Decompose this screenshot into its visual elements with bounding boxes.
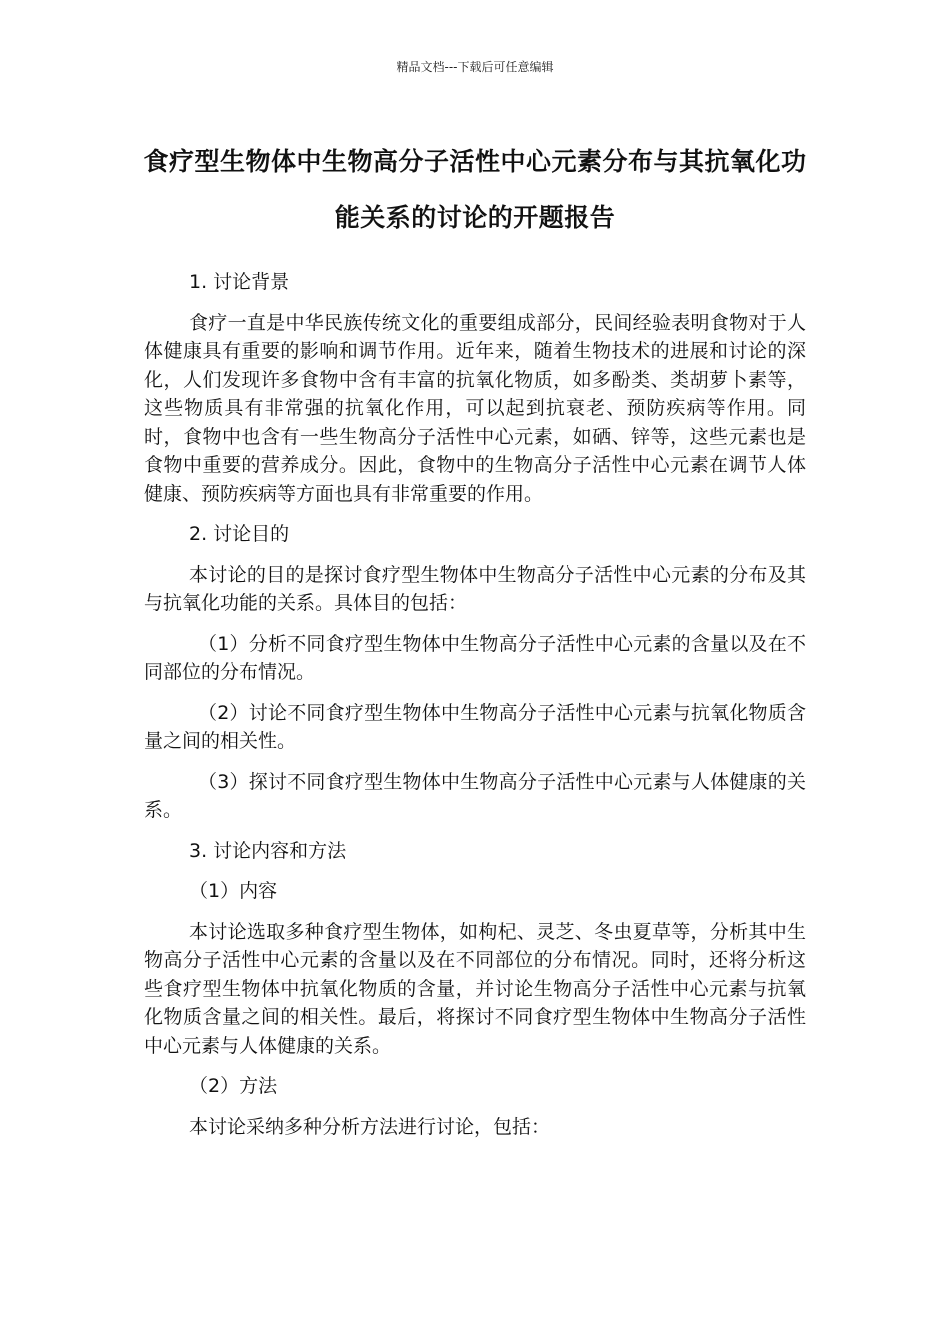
purpose-item-2: （2）讨论不同食疗型生物体中生物高分子活性中心元素与抗氧化物质含量之间的相关性。	[144, 701, 806, 752]
header-note: 精品文档---下载后可任意编辑	[396, 60, 554, 74]
document-body	[144, 268, 806, 1153]
paragraph-background: 食疗一直是中华民族传统文化的重要组成部分，民间经验表明食物对于人体健康具有重要的影响和调节作用。近年来，随着生物技术的进展和讨论的深化，人们发现许多食物中含有丰富的抗氧化物质，如多酚类、类胡萝卜素等，这些物质具有非常强的抗氧化作用，可以起到抗衰老、预防疾病等作用。同时，食物中也含有一些生物高分子活性中心元素，如硒、锌等，这些元素也是食物中重要的营养成分。因此，食物中的生物高分子活性中心元素在调节人体健康、预防疾病等方面也具有非常重要的作用。	[144, 311, 806, 505]
paragraph-purpose: 本讨论的目的是探讨食疗型生物体中生物高分子活性中心元素的分布及其与抗氧化功能的关系。具体目的包括：	[144, 563, 806, 614]
section-heading-background: 1. 讨论背景	[189, 271, 290, 293]
paragraph-content: 本讨论选取多种食疗型生物体，如枸杞、灵芝、冬虫夏草等，分析其中生物高分子活性中心元素的含量以及在不同部位的分布情况。同时，还将分析这些食疗型生物体中抗氧化物质的含量，并讨论生物高分子活性中心元素与抗氧化物质含量之间的相关性。最后，将探讨不同食疗型生物体中生物高分子活性中心元素与人体健康的关系。	[144, 920, 806, 1057]
section-heading-purpose: 2. 讨论目的	[189, 523, 290, 545]
purpose-item-3: （3）探讨不同食疗型生物体中生物高分子活性中心元素与人体健康的关系。	[144, 770, 806, 821]
purpose-item-1: （1）分析不同食疗型生物体中生物高分子活性中心元素的含量以及在不同部位的分布情况。	[144, 632, 806, 683]
subheading-content: （1）内容	[189, 880, 278, 902]
subheading-methods: （2）方法	[189, 1075, 278, 1097]
paragraph-methods: 本讨论采纳多种分析方法进行讨论，包括：	[189, 1115, 551, 1138]
section-heading-content-methods: 3. 讨论内容和方法	[189, 839, 347, 862]
document-title: 食疗型生物体中生物高分子活性中心元素分布与其抗氧化功能关系的讨论的开题报告	[143, 147, 807, 232]
